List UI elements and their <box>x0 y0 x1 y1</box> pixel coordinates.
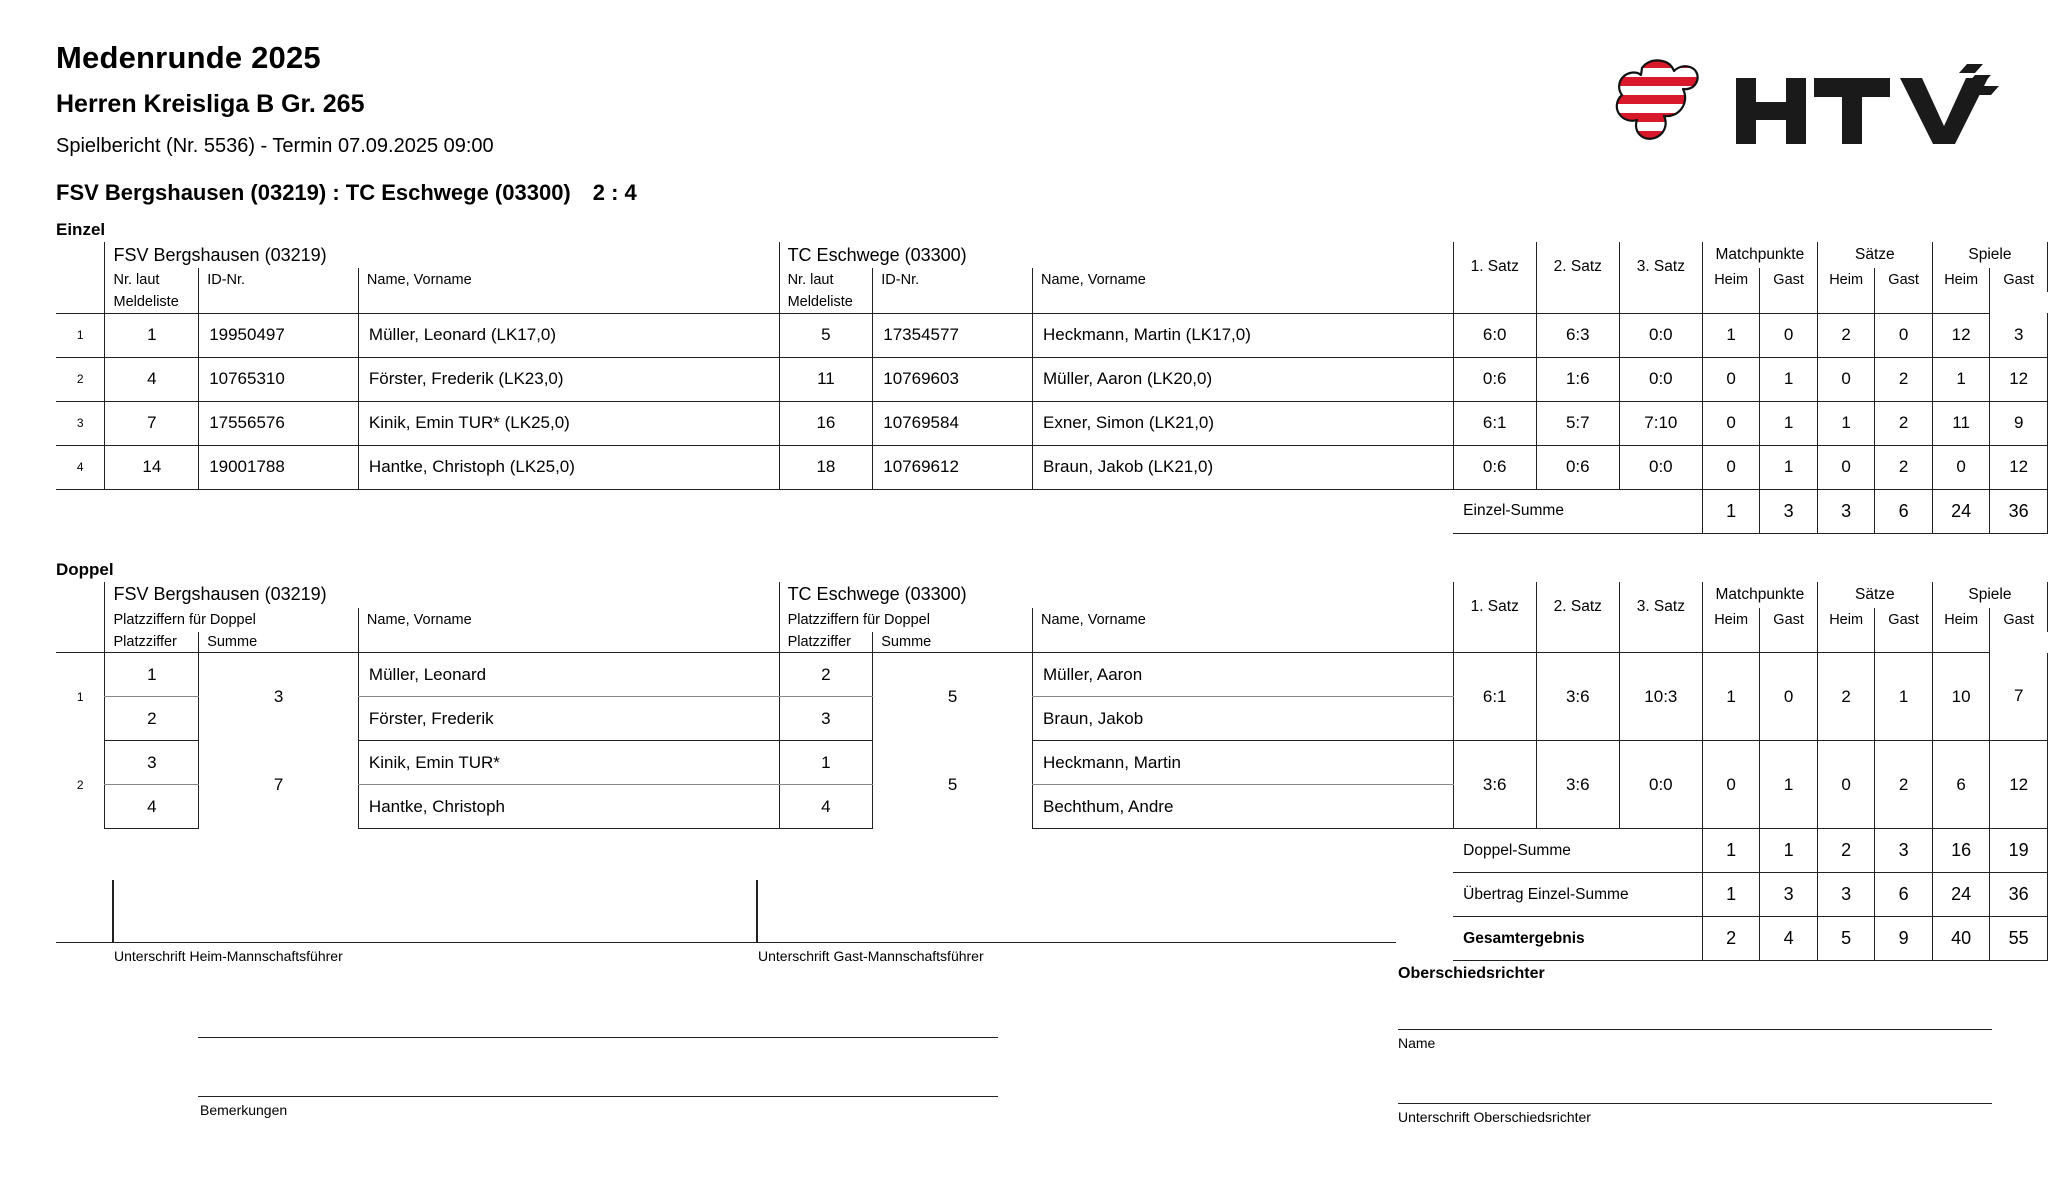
section-label-doppel: Doppel <box>56 559 114 579</box>
spacer <box>1536 632 1619 653</box>
doppel-head <box>56 582 2048 653</box>
table-row <box>56 445 2048 489</box>
referee-signature-rule <box>1398 1103 1992 1104</box>
signature-caption-home: Unterschrift Heim-Mannschaftsführer <box>114 948 343 964</box>
doppel-summary-sa-gast: 3 <box>1875 829 1933 873</box>
spacer <box>56 829 1453 873</box>
spacer <box>1453 292 1536 313</box>
einzel-set3: 0:0 <box>1619 313 1702 357</box>
uebertrag-mp-gast: 3 <box>1760 873 1818 917</box>
doppel-subheader-row-1 <box>56 608 2048 632</box>
match-teams: FSV Bergshausen (03219) : TC Eschwege (03300) <box>56 180 571 205</box>
einzel-guest-name: Braun, Jakob (LK21,0) <box>1033 445 1454 489</box>
einzel-home-name: Hantke, Christoph (LK25,0) <box>358 445 779 489</box>
doppel-sa-gast: 1 <box>1875 653 1933 741</box>
doppel-sa-gast: 2 <box>1875 741 1933 829</box>
htv-logo <box>1602 50 2022 162</box>
doppel-header-sp-gast: Gast <box>1990 608 2048 632</box>
einzel-home-nr: 14 <box>105 445 199 489</box>
einzel-mp-gast: 1 <box>1760 401 1818 445</box>
einzel-guest-col-id: ID-Nr. <box>873 268 1033 292</box>
einzel-header-set1: 1. Satz <box>1453 242 1536 292</box>
doppel-guest-col-platzziffer: Platzziffer <box>779 632 873 653</box>
doppel-header-sa-heim: Heim <box>1817 608 1875 632</box>
einzel-header-set3: 3. Satz <box>1619 242 1702 292</box>
doppel-mp-heim: 1 <box>1702 653 1760 741</box>
table-row <box>56 357 2048 401</box>
einzel-guest-name: Heckmann, Martin (LK17,0) <box>1033 313 1454 357</box>
doppel-guest-summe: 5 <box>873 741 1033 829</box>
einzel-set3: 0:0 <box>1619 445 1702 489</box>
gesamtergebnis-sa-gast: 9 <box>1875 917 1933 961</box>
uebertrag-sp-gast: 36 <box>1990 873 2048 917</box>
einzel-guest-name: Müller, Aaron (LK20,0) <box>1033 357 1454 401</box>
einzel-header-mp-heim: Heim <box>1702 268 1760 292</box>
spacer <box>199 292 359 313</box>
gesamtergebnis-mp-gast: 4 <box>1760 917 1818 961</box>
doppel-set2: 3:6 <box>1536 653 1619 741</box>
einzel-summary-sa-heim: 3 <box>1817 489 1875 533</box>
einzel-guest-nr: 5 <box>779 313 873 357</box>
spacer <box>1536 292 1619 313</box>
spacer <box>1932 632 1990 653</box>
doppel-header-sp-heim: Heim <box>1932 608 1990 632</box>
einzel-guest-col-name: Name, Vorname <box>1033 268 1454 292</box>
signature-area-teams <box>56 880 1396 1118</box>
doppel-set2: 3:6 <box>1536 741 1619 829</box>
einzel-summary-sa-gast: 6 <box>1875 489 1933 533</box>
gesamtergebnis-sp-heim: 40 <box>1932 917 1990 961</box>
bemerkungen-rule <box>198 1096 998 1097</box>
einzel-header-mp-gast: Gast <box>1760 268 1818 292</box>
doppel-home-p1-name: Müller, Leonard <box>358 653 779 697</box>
einzel-sa-gast: 2 <box>1875 445 1933 489</box>
einzel-set2: 0:6 <box>1536 445 1619 489</box>
gesamtergebnis-label: Gesamtergebnis <box>1453 917 1702 961</box>
doppel-row-index: 1 <box>76 689 84 704</box>
einzel-guest-nr: 11 <box>779 357 873 401</box>
signature-divider-home <box>112 880 114 942</box>
einzel-home-nr: 7 <box>105 401 199 445</box>
einzel-guest-team-header: TC Eschwege (03300) <box>779 242 1453 268</box>
einzel-home-id: 19001788 <box>199 445 359 489</box>
doppel-home-col-summe: Summe <box>199 632 359 653</box>
einzel-sp-gast: 12 <box>1990 357 2048 401</box>
einzel-home-id: 19950497 <box>199 313 359 357</box>
doppel-home-col-platzziffern: Platzziffern für Doppel <box>105 608 358 632</box>
einzel-header-sa-gast: Gast <box>1875 268 1933 292</box>
einzel-summary-label: Einzel-Summe <box>1453 489 1702 533</box>
einzel-guest-id: 10769612 <box>873 445 1033 489</box>
bemerkungen-caption: Bemerkungen <box>200 1102 288 1118</box>
spacer <box>358 292 779 313</box>
einzel-sp-heim: 12 <box>1932 313 1990 357</box>
doppel-summary-sa-heim: 2 <box>1817 829 1875 873</box>
gesamtergebnis-sa-heim: 5 <box>1817 917 1875 961</box>
spacer <box>1875 632 1933 653</box>
doppel-summary-sp-heim: 16 <box>1932 829 1990 873</box>
einzel-set1: 0:6 <box>1453 445 1536 489</box>
spacer <box>1760 632 1818 653</box>
signature-boxes <box>56 880 1396 942</box>
einzel-set2: 5:7 <box>1536 401 1619 445</box>
spacer <box>1453 632 1536 653</box>
doppel-sp-gast: 12 <box>1990 741 2048 829</box>
einzel-home-name: Müller, Leonard (LK17,0) <box>358 313 779 357</box>
einzel-header-spiele: Spiele <box>1932 242 2047 268</box>
spacer <box>56 242 105 268</box>
einzel-summary-mp-gast: 3 <box>1760 489 1818 533</box>
doppel-home-p2-name: Hantke, Christoph <box>358 785 779 829</box>
einzel-set1: 6:1 <box>1453 401 1536 445</box>
league-title: Herren Kreisliga B Gr. 265 <box>56 90 365 118</box>
einzel-set2: 1:6 <box>1536 357 1619 401</box>
doppel-header-saetze: Sätze <box>1817 582 1932 608</box>
einzel-team-header-row <box>56 242 2048 268</box>
einzel-body <box>56 313 2048 533</box>
uebertrag-sa-heim: 3 <box>1817 873 1875 917</box>
einzel-sp-heim: 11 <box>1932 401 1990 445</box>
spacer <box>1702 632 1760 653</box>
spacer <box>873 292 1033 313</box>
spacer <box>1033 632 1454 653</box>
signature-caption-guest: Unterschrift Gast-Mannschaftsführer <box>758 948 984 964</box>
gesamtergebnis-mp-heim: 2 <box>1702 917 1760 961</box>
doppel-header-mp-gast: Gast <box>1760 608 1818 632</box>
einzel-sp-gast: 12 <box>1990 445 2048 489</box>
doppel-summary-row <box>56 829 2048 873</box>
einzel-sp-heim: 0 <box>1932 445 1990 489</box>
signature-divider-guest <box>756 880 758 942</box>
einzel-home-nr: 4 <box>105 357 199 401</box>
doppel-header-set1: 1. Satz <box>1453 582 1536 632</box>
doppel-guest-p2-nr: 4 <box>779 785 873 829</box>
competition-title: Medenrunde 2025 <box>56 40 321 75</box>
einzel-guest-col-meldeliste: Meldeliste <box>779 292 873 313</box>
doppel-summary-mp-gast: 1 <box>1760 829 1818 873</box>
doppel-set1: 6:1 <box>1453 653 1536 741</box>
einzel-row-index: 2 <box>56 357 105 401</box>
doppel-summary-sp-gast: 19 <box>1990 829 2048 873</box>
table-row <box>56 653 2048 697</box>
einzel-mp-heim: 0 <box>1702 445 1760 489</box>
doppel-team-header-row <box>56 582 2048 608</box>
einzel-sp-heim: 1 <box>1932 357 1990 401</box>
einzel-guest-nr: 16 <box>779 401 873 445</box>
einzel-summary-sp-gast: 36 <box>1990 489 2048 533</box>
einzel-home-name: Kinik, Emin TUR* (LK25,0) <box>358 401 779 445</box>
einzel-set1: 0:6 <box>1453 357 1536 401</box>
spacer <box>1875 292 1933 313</box>
einzel-header-set2: 2. Satz <box>1536 242 1619 292</box>
spacer <box>1033 292 1454 313</box>
einzel-sa-heim: 0 <box>1817 357 1875 401</box>
doppel-guest-p1-name: Müller, Aaron <box>1033 653 1454 697</box>
doppel-guest-summe: 5 <box>873 653 1033 741</box>
doppel-mp-heim: 0 <box>1702 741 1760 829</box>
einzel-table-wrapper <box>56 242 2048 534</box>
uebertrag-mp-heim: 1 <box>1702 873 1760 917</box>
uebertrag-sa-gast: 6 <box>1875 873 1933 917</box>
doppel-sa-heim: 0 <box>1817 741 1875 829</box>
doppel-mp-gast: 0 <box>1760 653 1818 741</box>
doppel-home-p2-name: Förster, Frederik <box>358 697 779 741</box>
einzel-guest-id: 17354577 <box>873 313 1033 357</box>
einzel-mp-gast: 0 <box>1760 313 1818 357</box>
einzel-home-name: Förster, Frederik (LK23,0) <box>358 357 779 401</box>
section-label-einzel: Einzel <box>56 220 106 239</box>
doppel-subheader-row-2 <box>56 632 2048 653</box>
spacer <box>1817 292 1875 313</box>
einzel-mp-heim: 0 <box>1702 401 1760 445</box>
doppel-home-p1-name: Kinik, Emin TUR* <box>358 741 779 785</box>
einzel-header-sa-heim: Heim <box>1817 268 1875 292</box>
doppel-home-team-header: FSV Bergshausen (03219) <box>105 582 779 608</box>
gesamtergebnis-sp-gast: 55 <box>1990 917 2048 961</box>
doppel-home-col-platzziffer: Platzziffer <box>105 632 199 653</box>
uebertrag-summary-label: Übertrag Einzel-Summe <box>1453 873 1702 917</box>
einzel-home-col-meldeliste: Meldeliste <box>105 292 199 313</box>
spacer <box>1817 632 1875 653</box>
doppel-guest-col-platzziffern: Platzziffern für Doppel <box>779 608 1032 632</box>
einzel-sa-gast: 0 <box>1875 313 1933 357</box>
doppel-header-sa-gast: Gast <box>1875 608 1933 632</box>
spacer <box>56 632 105 653</box>
einzel-home-col-id: ID-Nr. <box>199 268 359 292</box>
einzel-header-sp-gast: Gast <box>1990 268 2048 292</box>
doppel-home-p2-nr: 4 <box>105 785 199 829</box>
table-row <box>56 741 2048 785</box>
doppel-guest-p1-nr: 1 <box>779 741 873 785</box>
einzel-guest-id: 10769584 <box>873 401 1033 445</box>
einzel-home-nr: 1 <box>105 313 199 357</box>
einzel-guest-col-nr: Nr. laut <box>779 268 873 292</box>
spacer <box>1619 292 1702 313</box>
doppel-guest-p2-name: Braun, Jakob <box>1033 697 1454 741</box>
table-row <box>56 401 2048 445</box>
doppel-header-set2: 2. Satz <box>1536 582 1619 632</box>
doppel-guest-p2-name: Bechthum, Andre <box>1033 785 1454 829</box>
doppel-set3: 10:3 <box>1619 653 1702 741</box>
doppel-guest-p2-nr: 3 <box>779 697 873 741</box>
spacer <box>1619 632 1702 653</box>
spacer <box>358 632 779 653</box>
einzel-sa-heim: 2 <box>1817 313 1875 357</box>
einzel-sa-gast: 2 <box>1875 357 1933 401</box>
spacer <box>1932 292 1990 313</box>
match-title <box>56 180 2020 206</box>
doppel-set1: 3:6 <box>1453 741 1536 829</box>
einzel-mp-heim: 1 <box>1702 313 1760 357</box>
einzel-row-index: 1 <box>56 313 105 357</box>
einzel-mp-gast: 1 <box>1760 357 1818 401</box>
referee-name-caption: Name <box>1398 1035 1436 1051</box>
doppel-sp-heim: 10 <box>1932 653 1990 741</box>
doppel-header-set3: 3. Satz <box>1619 582 1702 632</box>
einzel-sa-heim: 1 <box>1817 401 1875 445</box>
doppel-home-p1-nr: 1 <box>105 653 199 697</box>
doppel-home-p1-nr: 3 <box>105 741 199 785</box>
einzel-home-id: 17556576 <box>199 401 359 445</box>
doppel-guest-team-header: TC Eschwege (03300) <box>779 582 1453 608</box>
einzel-subheader-row-2 <box>56 292 2048 313</box>
einzel-set3: 7:10 <box>1619 401 1702 445</box>
referee-title: Oberschiedsrichter <box>1398 965 1545 982</box>
einzel-home-team-header: FSV Bergshausen (03219) <box>105 242 779 268</box>
doppel-home-p2-nr: 2 <box>105 697 199 741</box>
einzel-subheader-row-1 <box>56 268 2048 292</box>
einzel-row-index: 3 <box>56 401 105 445</box>
spacer <box>56 268 105 292</box>
doppel-guest-col-name: Name, Vorname <box>1033 608 1454 632</box>
einzel-table <box>56 242 2048 534</box>
htv-wordmark-icon <box>1734 54 2022 158</box>
einzel-head <box>56 242 2048 313</box>
doppel-summary-mp-heim: 1 <box>1702 829 1760 873</box>
einzel-sp-gast: 3 <box>1990 313 2048 357</box>
einzel-guest-id: 10769603 <box>873 357 1033 401</box>
einzel-summary-mp-heim: 1 <box>1702 489 1760 533</box>
einzel-home-col-nr: Nr. laut <box>105 268 199 292</box>
doppel-sp-gast: 7 <box>1990 653 2048 741</box>
match-score: 2 : 4 <box>592 180 637 205</box>
einzel-sa-heim: 0 <box>1817 445 1875 489</box>
einzel-header-matchpunkte: Matchpunkte <box>1702 242 1817 268</box>
doppel-home-summe: 7 <box>199 741 359 829</box>
spacer <box>56 489 1453 533</box>
doppel-guest-p1-name: Heckmann, Martin <box>1033 741 1454 785</box>
doppel-header-mp-heim: Heim <box>1702 608 1760 632</box>
doppel-summary-label: Doppel-Summe <box>1453 829 1702 873</box>
doppel-set3: 0:0 <box>1619 741 1702 829</box>
einzel-sp-gast: 9 <box>1990 401 2048 445</box>
doppel-mp-gast: 1 <box>1760 741 1818 829</box>
referee-area <box>1398 965 1998 1125</box>
table-row <box>56 313 2048 357</box>
einzel-header-sp-heim: Heim <box>1932 268 1990 292</box>
einzel-row-index: 4 <box>56 445 105 489</box>
doppel-home-col-name: Name, Vorname <box>358 608 779 632</box>
doppel-sp-heim: 6 <box>1932 741 1990 829</box>
spacer <box>56 608 105 632</box>
einzel-home-id: 10765310 <box>199 357 359 401</box>
einzel-mp-heim: 0 <box>1702 357 1760 401</box>
doppel-header-spiele: Spiele <box>1932 582 2047 608</box>
einzel-set1: 6:0 <box>1453 313 1536 357</box>
spacer <box>56 582 105 608</box>
referee-signature-caption: Unterschrift Oberschiedsrichter <box>1398 1109 1591 1125</box>
einzel-home-col-name: Name, Vorname <box>358 268 779 292</box>
einzel-sa-gast: 2 <box>1875 401 1933 445</box>
einzel-guest-nr: 18 <box>779 445 873 489</box>
referee-name-rule <box>1398 1029 1992 1030</box>
doppel-header-matchpunkte: Matchpunkte <box>1702 582 1817 608</box>
doppel-home-summe: 3 <box>199 653 359 741</box>
einzel-mp-gast: 1 <box>1760 445 1818 489</box>
einzel-guest-name: Exner, Simon (LK21,0) <box>1033 401 1454 445</box>
einzel-set2: 6:3 <box>1536 313 1619 357</box>
report-info-line: Spielbericht (Nr. 5536) - Termin 07.09.2025 09:00 <box>56 135 494 157</box>
doppel-guest-col-summe: Summe <box>873 632 1033 653</box>
einzel-set3: 0:0 <box>1619 357 1702 401</box>
doppel-sa-heim: 2 <box>1817 653 1875 741</box>
spacer <box>1760 292 1818 313</box>
spacer <box>1702 292 1760 313</box>
doppel-row-index: 2 <box>76 777 84 792</box>
hessian-lion-icon <box>1612 54 1724 158</box>
einzel-header-saetze: Sätze <box>1817 242 1932 268</box>
uebertrag-sp-heim: 24 <box>1932 873 1990 917</box>
spacer <box>56 292 105 313</box>
page-header <box>0 40 2048 206</box>
einzel-summary-sp-heim: 24 <box>1932 489 1990 533</box>
einzel-summary-row <box>56 489 2048 533</box>
doppel-guest-p1-nr: 2 <box>779 653 873 697</box>
